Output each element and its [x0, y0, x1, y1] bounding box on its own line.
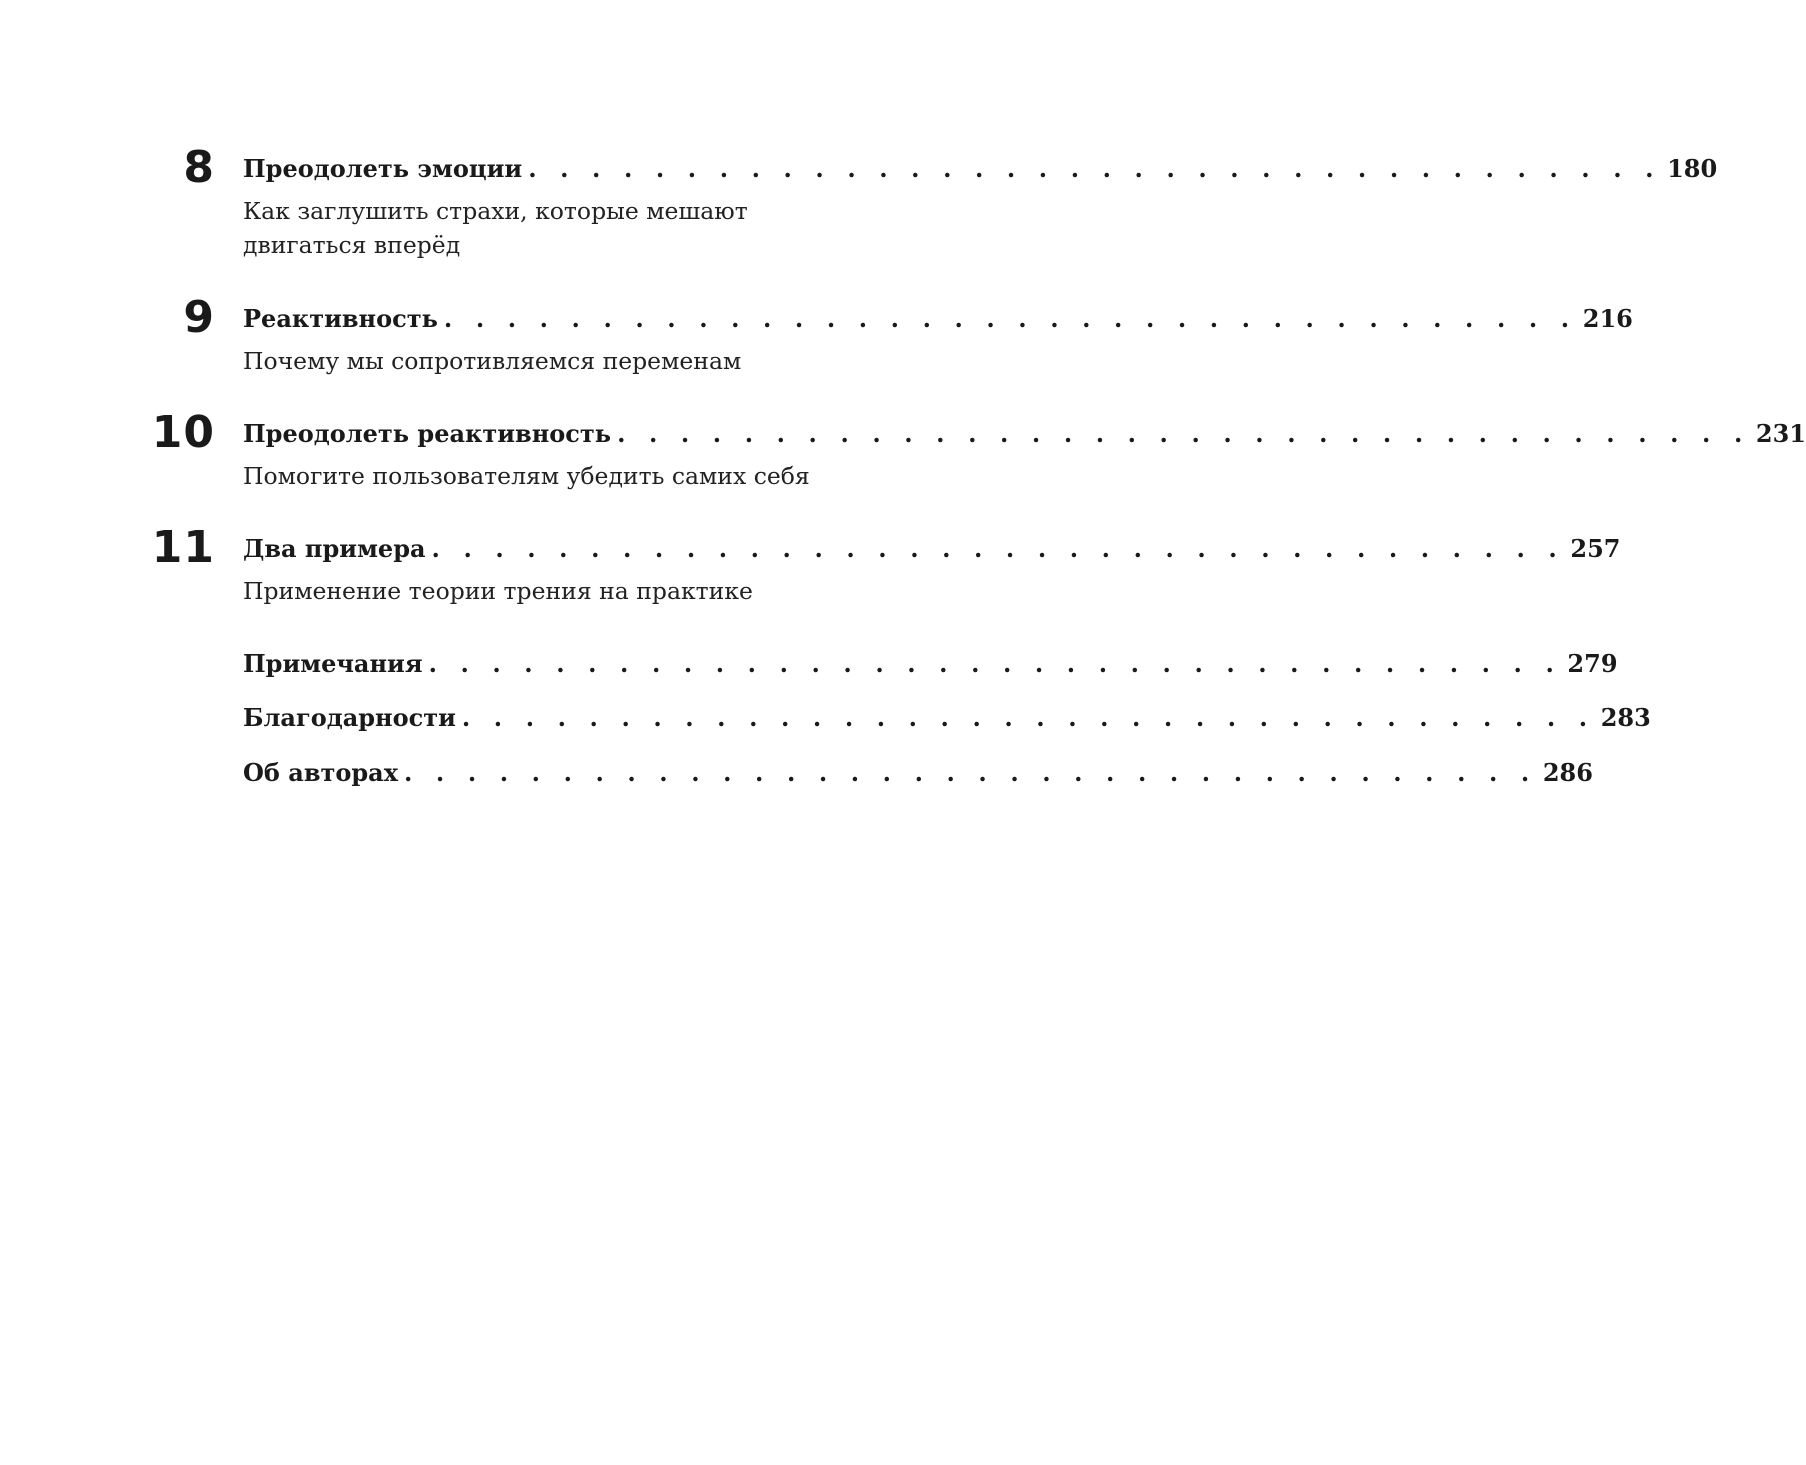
chapter-title: Преодолеть эмоции — [243, 154, 523, 183]
page-number: 286 — [1542, 758, 1593, 787]
toc-entry[interactable] — [243, 303, 1633, 335]
entry-title: Об авторах — [243, 758, 399, 787]
page-number: 216 — [1582, 304, 1633, 333]
toc-entry[interactable] — [243, 533, 1621, 565]
page-number: 283 — [1600, 703, 1651, 732]
toc-entry[interactable] — [243, 418, 1806, 450]
dot-leader: . . . . . . . . . . . . . . . . . . . . . . . . . . . . . . . . . . . . — [443, 304, 1577, 333]
chapter-number: 10 — [151, 407, 215, 458]
toc-entry[interactable] — [243, 153, 1718, 185]
dot-leader: . . . . . . . . . . . . . . . . . . . . . . . . . . . . . . . . . . . . — [404, 758, 1537, 787]
chapter-number: 11 — [151, 522, 215, 573]
chapter-number: 8 — [183, 142, 215, 193]
chapter-subtitle: Почему мы сопротивляемся переменам — [243, 347, 742, 375]
toc-entry-about-authors[interactable] — [243, 757, 1593, 789]
chapter-subtitle: Помогите пользователям убедить самих себя — [243, 462, 810, 490]
page-number: 231 — [1755, 419, 1806, 448]
chapter-title: Преодолеть реактивность — [243, 419, 612, 448]
chapter-number: 9 — [183, 292, 215, 343]
chapter-subtitle: Применение теории трения на практике — [243, 577, 753, 605]
chapter-title: Два примера — [243, 534, 426, 563]
toc-entry-notes[interactable] — [243, 648, 1618, 680]
dot-leader: . . . . . . . . . . . . . . . . . . . . . . . . . . . . . . . . . . . . — [528, 154, 1662, 183]
chapter-title: Реактивность — [243, 304, 438, 333]
entry-title: Благодарности — [243, 703, 456, 732]
page-number: 257 — [1570, 534, 1621, 563]
toc-entry-acknowledgements[interactable] — [243, 702, 1651, 734]
dot-leader: . . . . . . . . . . . . . . . . . . . . . . . . . . . . . . . . . . . . — [461, 703, 1595, 732]
chapter-subtitle: Как заглушить страхи, которые мешают двигаться вперёд — [243, 197, 748, 259]
dot-leader: . . . . . . . . . . . . . . . . . . . . . . . . . . . . . . . . . . . . — [428, 649, 1562, 678]
page-number: 180 — [1667, 154, 1718, 183]
entry-title: Примечания — [243, 649, 423, 678]
dot-leader: . . . . . . . . . . . . . . . . . . . . . . . . . . . . . . . . . . . . — [617, 419, 1750, 448]
dot-leader: . . . . . . . . . . . . . . . . . . . . . . . . . . . . . . . . . . . . — [431, 534, 1565, 563]
page-number: 279 — [1567, 649, 1618, 678]
